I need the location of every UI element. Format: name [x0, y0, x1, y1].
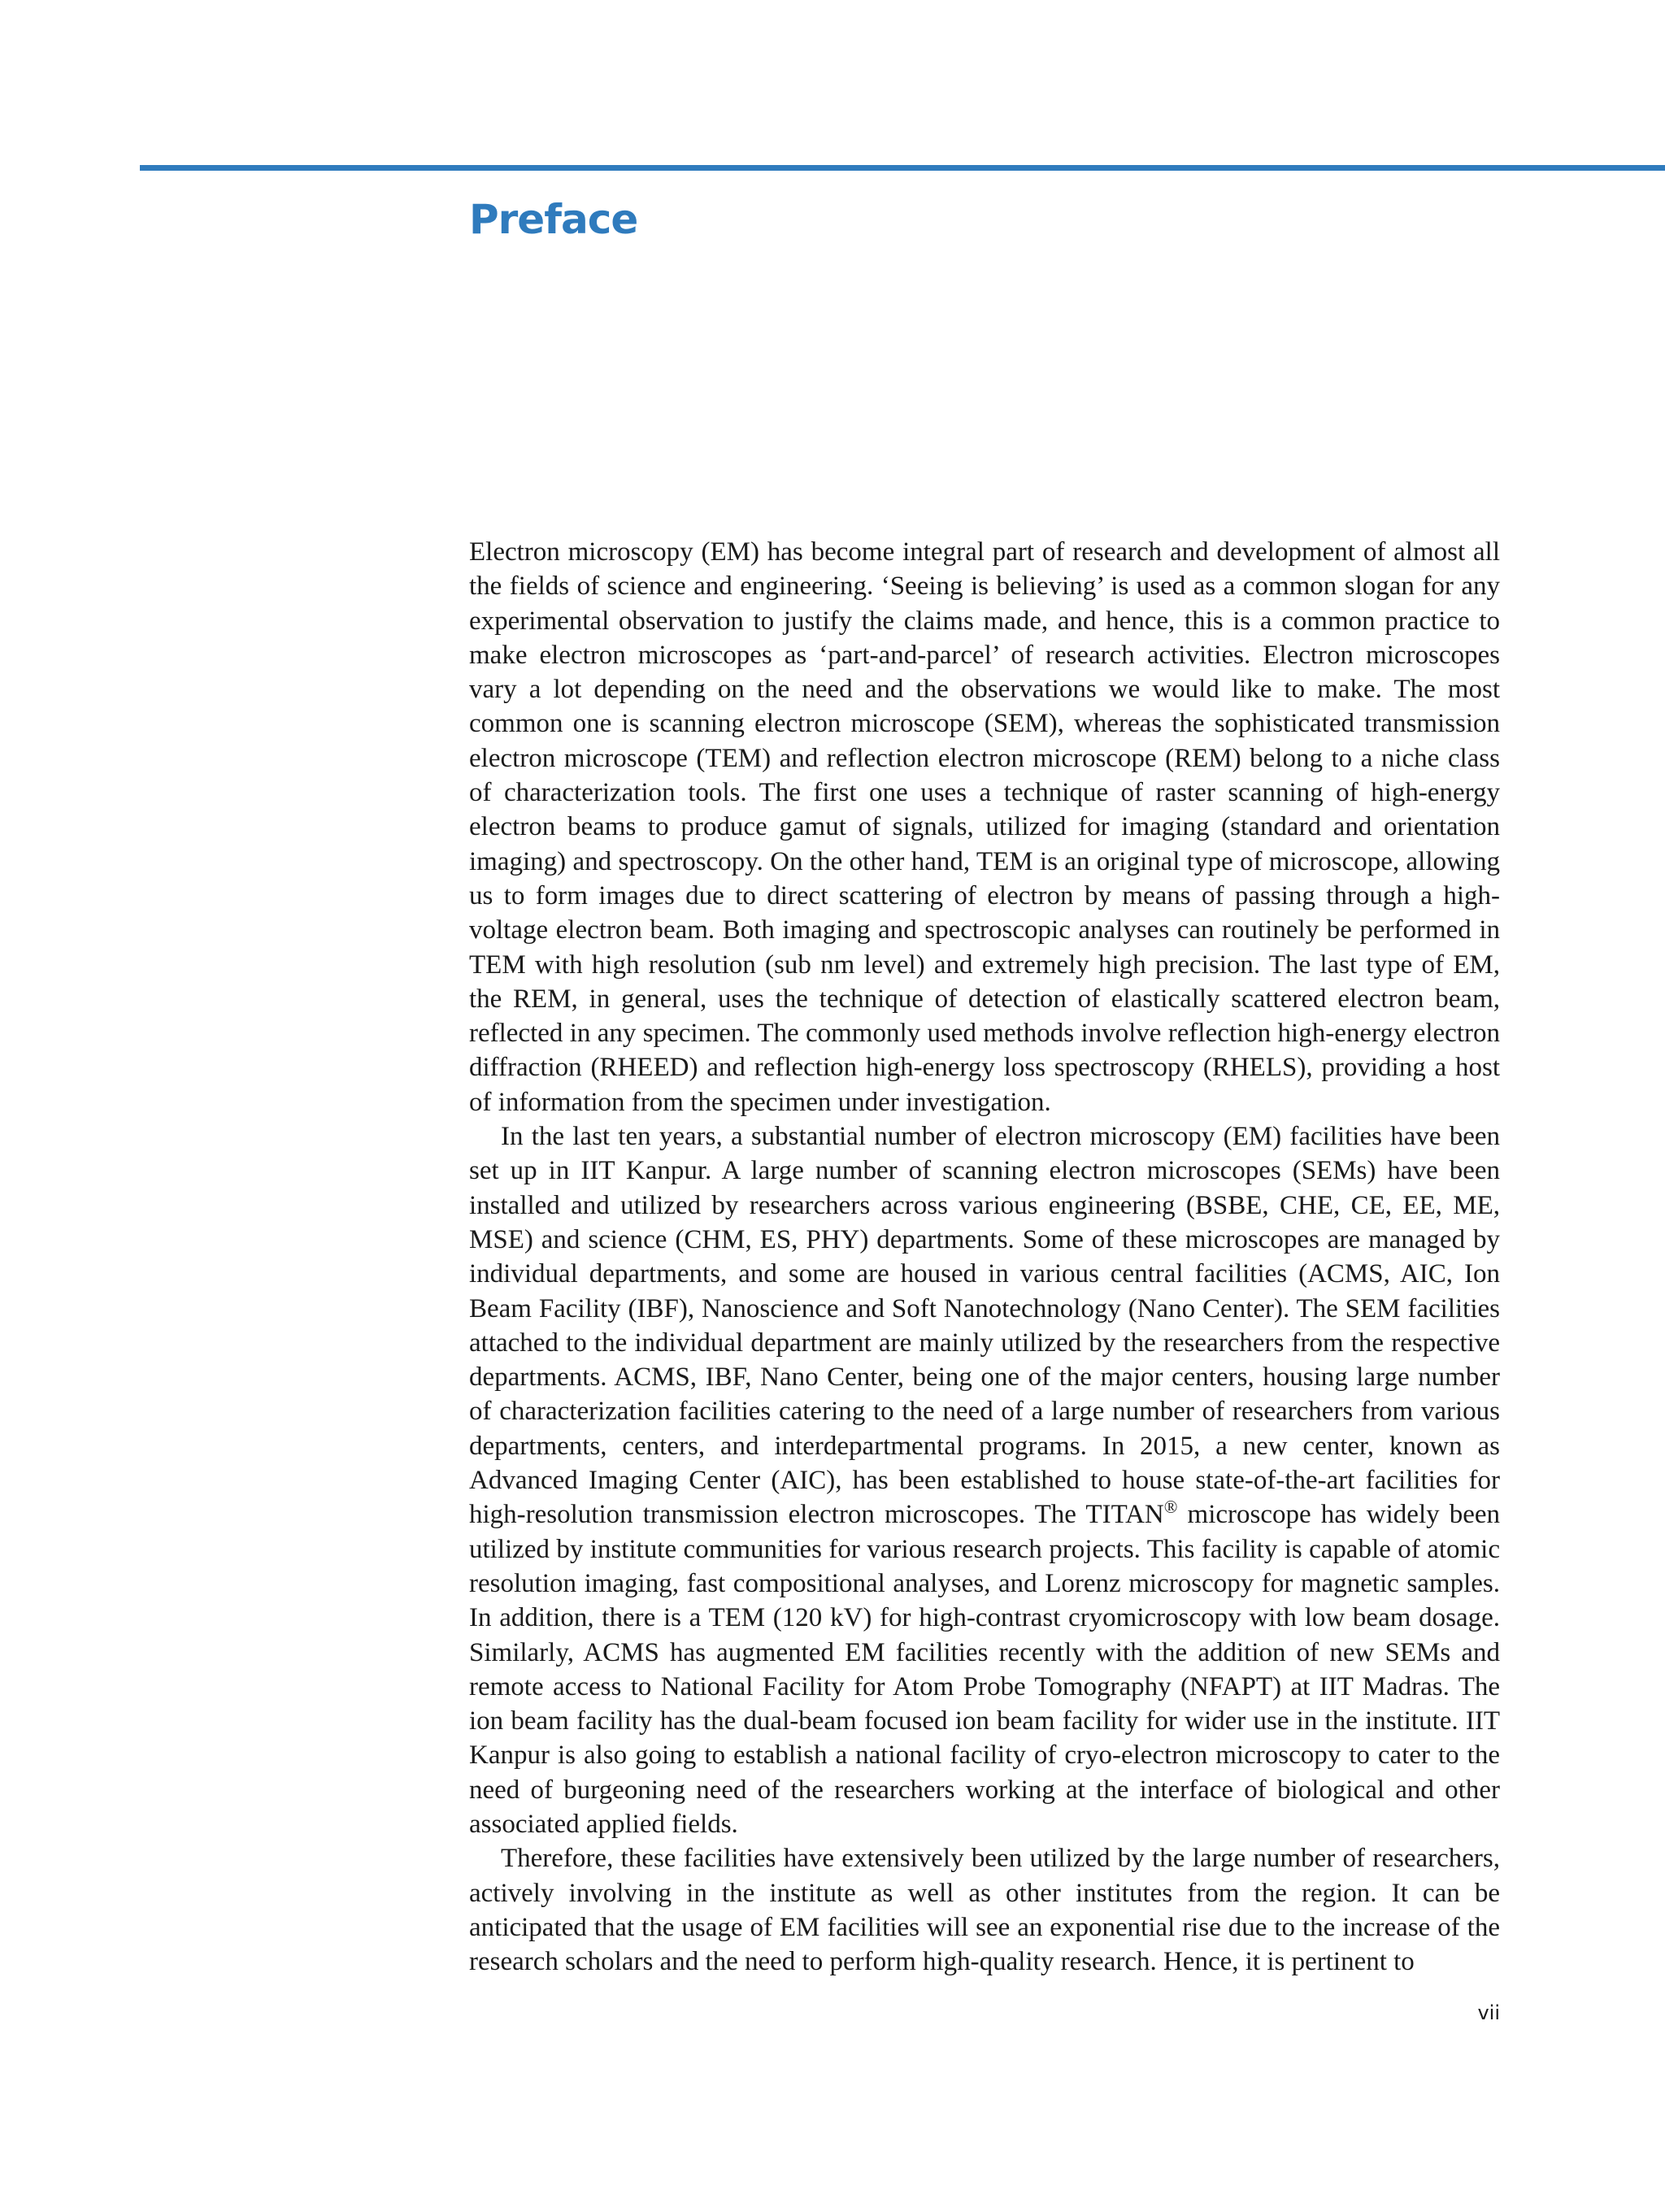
- body-text: [469, 535, 1500, 1979]
- paragraph: Electron microscopy (EM) has become integral part of research and development of almost all the fields of science and engineering. ‘Seeing is believing’ is used as a common slogan for any experimental observation to justify the claims made, and hence, this is a common practice to make electron microscopes as ‘part-and-parcel’ of research activities. Electron microscopes vary a lot depending on the need and the observations we would like to make. The most common one is scanning electron microscope (SEM), whereas the sophisticated transmission electron microscope (TEM) and reflection electron microscope (REM) belong to a niche class of characterization tools. The first one uses a technique of raster scanning of high-energy electron beams to produce gamut of signals, utilized for imaging (standard and orientation imaging) and spectroscopy. On the other hand, TEM is an original type of microscope, allowing us to form images due to direct scattering of electron by means of passing through a high-voltage electron beam. Both imaging and spectroscopic analyses can routinely be performed in TEM with high resolution (sub nm level) and extremely high precision. The last type of EM, the REM, in general, uses the technique of detection of elastically scattered electron beam, reflected in any specimen. The commonly used methods involve reflection high-energy electron diffraction (RHEED) and reflection high-energy loss spectroscopy (RHELS), providing a host of information from the specimen under investigation.: [469, 537, 1500, 1117]
- registered-mark: ®: [1163, 1497, 1178, 1518]
- header-rule: [140, 165, 1665, 171]
- paragraph: In the last ten years, a substantial number of electron microscopy (EM) facilities have been set up in IIT Kanpur. A large number of scanning electron microscopes (SEMs) have been installed and utilized by researchers across various engineering (BSBE, CHE, CE, EE, ME, MSE) and science (CHM, ES, PHY) departments. Some of these microscopes are managed by individual departments, and some are housed in various central facilities (ACMS, AIC, Ion Beam Facility (IBF), Nanoscience and Soft Nanotechnology (Nano Center). The SEM facilities attached to the individual department are mainly utilized by the researchers from the respective departments. ACMS, IBF, Nano Center, being one of the major centers, housing large number of characterization facilities catering to the need of a large number of researchers from various departments, centers, and interdepartmental programs. In 2015, a new center, known as Advanced Imaging Center (AIC), has been established to house state-of-the-art facilities for high-resolution transmission electron microscopes. The TITAN® microscope has widely been utilized by institute communities for various research projects. This facility is capable of atomic resolution imaging, fast compositional analyses, and Lorenz microscopy for magnetic samples. In addition, there is a TEM (120 kV) for high-contrast cryomicroscopy with low beam dosage. Similarly, ACMS has augmented EM facilities recently with the addition of new SEMs and remote access to National Facility for Atom Probe Tomography (NFAPT) at IIT Madras. The ion beam facility has the dual-beam focused ion beam facility for wider use in the institute. IIT Kanpur is also going to establish a national facility of cryo-electron microscopy to cater to the need of burgeoning need of the researchers working at the interface of biological and other associated applied fields.: [469, 1122, 1500, 1839]
- page-number: vii: [1477, 2001, 1500, 2024]
- paragraph: Therefore, these facilities have extensively been utilized by the large number of researchers, actively involving in the institute as well as other institutes from the region. It can be anticipated that the usage of EM facilities will see an exponential rise due to the increase of the research scholars and the need to perform high-quality research. Hence, it is pertinent to: [469, 1844, 1500, 1977]
- page-title: Preface: [469, 196, 638, 243]
